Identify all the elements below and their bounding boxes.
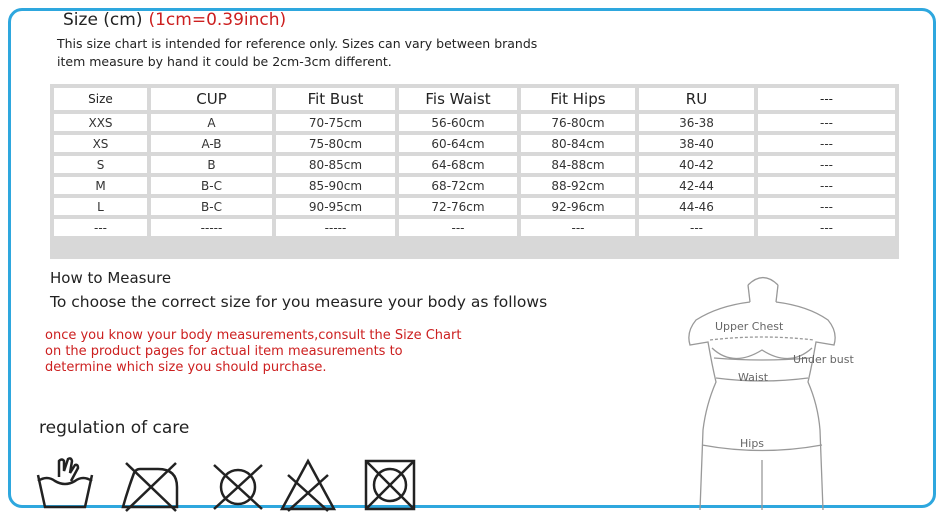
table-cell: B xyxy=(151,156,272,173)
table-cell: 80-85cm xyxy=(276,156,395,173)
table-cell: 64-68cm xyxy=(399,156,517,173)
hips-label: Hips xyxy=(740,437,765,450)
table-cell: 85-90cm xyxy=(276,177,395,194)
table-cell: --- xyxy=(54,219,147,236)
how-to-measure-heading: How to Measure xyxy=(50,269,172,287)
table-cell: XS xyxy=(54,135,147,152)
do-not-iron-icon xyxy=(120,455,180,513)
column-header: --- xyxy=(758,88,895,110)
table-cell: M xyxy=(54,177,147,194)
table-cell: --- xyxy=(758,177,895,194)
table-cell: 84-88cm xyxy=(521,156,635,173)
table-cell: --- xyxy=(758,114,895,131)
table-cell: L xyxy=(54,198,147,215)
table-cell: 60-64cm xyxy=(399,135,517,152)
table-cell: 75-80cm xyxy=(276,135,395,152)
table-cell: --- xyxy=(521,219,635,236)
table-cell: S xyxy=(54,156,147,173)
table-cell: 70-75cm xyxy=(276,114,395,131)
table-cell: --- xyxy=(758,219,895,236)
table-cell: 44-46 xyxy=(639,198,754,215)
hand-wash-icon xyxy=(35,455,95,513)
do-not-dry-clean-icon xyxy=(208,455,268,513)
table-cell: --- xyxy=(758,135,895,152)
table-cell: ----- xyxy=(276,219,395,236)
table-cell: A-B xyxy=(151,135,272,152)
table-header-row xyxy=(54,88,895,110)
table-cell: 80-84cm xyxy=(521,135,635,152)
column-header: Fis Waist xyxy=(399,88,517,110)
table-cell: 88-92cm xyxy=(521,177,635,194)
table-row xyxy=(54,156,895,173)
column-header: RU xyxy=(639,88,754,110)
reference-note-2: item measure by hand it could be 2cm-3cm different. xyxy=(57,54,392,69)
table-cell: XXS xyxy=(54,114,147,131)
care-heading: regulation of care xyxy=(39,418,190,438)
table-cell: 36-38 xyxy=(639,114,754,131)
under-bust-label: Under bust xyxy=(793,353,854,366)
table-cell: --- xyxy=(758,156,895,173)
table-cell: 38-40 xyxy=(639,135,754,152)
do-not-tumble-dry-icon xyxy=(360,455,420,513)
measure-instruction: To choose the correct size for you measure your body as follows xyxy=(50,293,548,311)
unit-conversion: (1cm=0.39inch) xyxy=(148,10,287,30)
table-cell: --- xyxy=(758,198,895,215)
table-row xyxy=(54,135,895,152)
size-table xyxy=(50,84,899,259)
table-cell: 92-96cm xyxy=(521,198,635,215)
table-cell: --- xyxy=(639,219,754,236)
waist-label: Waist xyxy=(738,371,769,384)
measure-advice: once you know your body measurements,consult the Size Chart on the product pages for actual item measurements to determine which size you should purchase. xyxy=(45,328,462,375)
title-text: Size (cm) xyxy=(63,10,143,30)
table-cell: 90-95cm xyxy=(276,198,395,215)
table-row xyxy=(54,198,895,215)
upper-chest-label: Upper Chest xyxy=(715,320,784,333)
table-cell: --- xyxy=(399,219,517,236)
table-cell: A xyxy=(151,114,272,131)
reference-note-1: This size chart is intended for reference only. Sizes can vary between brands xyxy=(57,36,538,51)
table-cell: B-C xyxy=(151,177,272,194)
table-cell: B-C xyxy=(151,198,272,215)
table-row xyxy=(54,177,895,194)
table-row xyxy=(54,114,895,131)
table-cell: 72-76cm xyxy=(399,198,517,215)
table-cell: 68-72cm xyxy=(399,177,517,194)
column-header: Fit Bust xyxy=(276,88,395,110)
column-header: CUP xyxy=(151,88,272,110)
table-cell: 76-80cm xyxy=(521,114,635,131)
table-cell: 42-44 xyxy=(639,177,754,194)
table-cell: 40-42 xyxy=(639,156,754,173)
table-cell: ----- xyxy=(151,219,272,236)
table-cell: 56-60cm xyxy=(399,114,517,131)
do-not-bleach-icon xyxy=(278,455,338,513)
size-chart-title xyxy=(63,10,286,30)
body-measurement-figure xyxy=(678,270,878,510)
column-header: Fit Hips xyxy=(521,88,635,110)
table-row xyxy=(54,219,895,236)
column-header: Size xyxy=(54,88,147,110)
